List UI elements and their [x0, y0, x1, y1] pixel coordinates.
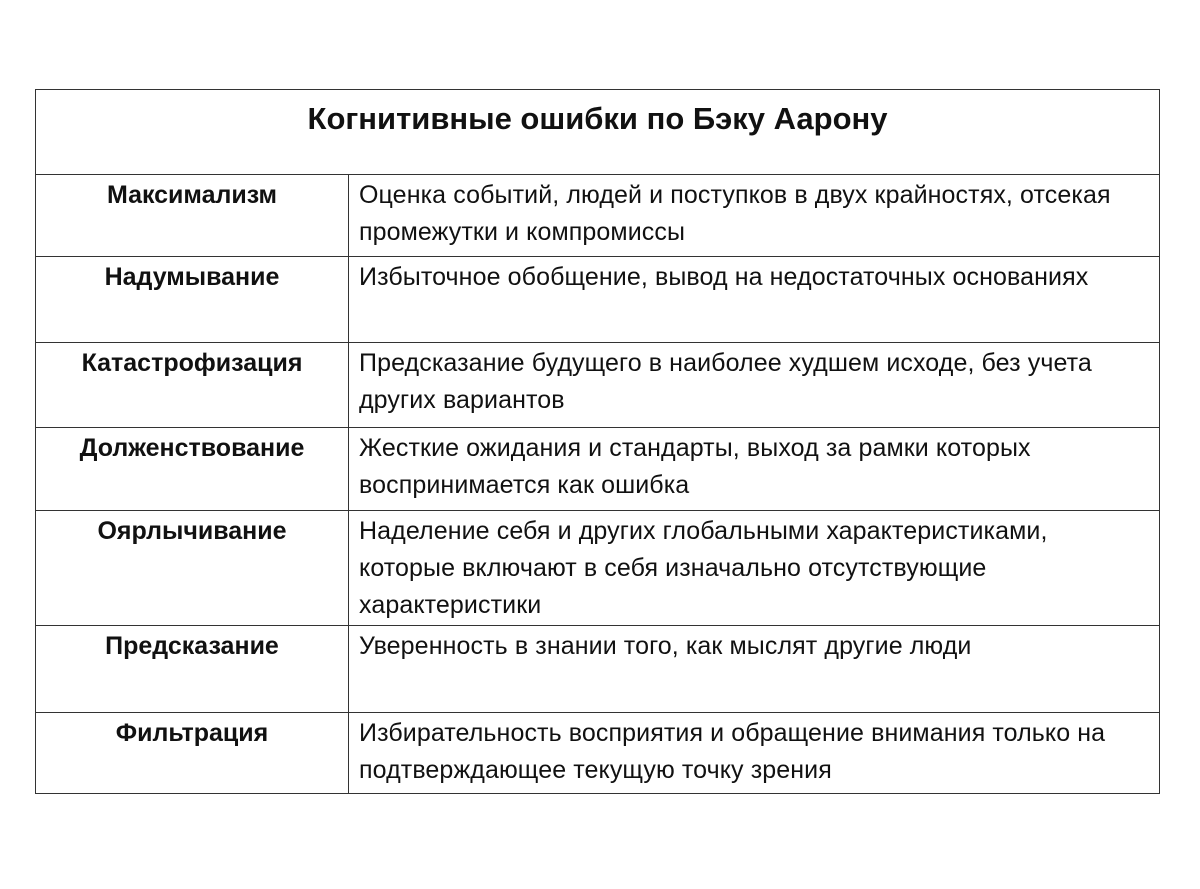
term-cell: Предсказание: [36, 626, 349, 713]
description-cell: Жесткие ожидания и стандарты, выход за рамки которых воспринимается как ошибка: [349, 428, 1160, 511]
description-cell: Оценка событий, людей и поступков в двух крайностях, отсекая промежутки и компромиссы: [349, 175, 1160, 257]
table-header-row: [36, 90, 1160, 175]
description-cell: Уверенность в знании того, как мыслят другие люди: [349, 626, 1160, 713]
description-cell: Наделение себя и других глобальными характеристиками, которые включают в себя изначально отсутствующие характеристики: [349, 511, 1160, 626]
description-cell: Предсказание будущего в наиболее худшем исходе, без учета других вариантов: [349, 343, 1160, 428]
table-row: [36, 626, 1160, 713]
term-cell: Надумывание: [36, 257, 349, 343]
term-cell: Катастрофизация: [36, 343, 349, 428]
description-cell: Избыточное обобщение, вывод на недостаточных основаниях: [349, 257, 1160, 343]
table-row: [36, 428, 1160, 511]
table-row: [36, 713, 1160, 794]
description-cell: Избирательность восприятия и обращение внимания только на подтверждающее текущую точку зрения: [349, 713, 1160, 794]
table-title: Когнитивные ошибки по Бэку Аарону: [307, 101, 888, 136]
table-row: [36, 257, 1160, 343]
term-cell: Долженствование: [36, 428, 349, 511]
term-cell: Фильтрация: [36, 713, 349, 794]
term-cell: Оярлычивание: [36, 511, 349, 626]
term-cell: Максимализм: [36, 175, 349, 257]
table-title-cell: [36, 90, 1160, 175]
cognitive-errors-table: [35, 89, 1160, 794]
table-row: [36, 343, 1160, 428]
table-row: [36, 175, 1160, 257]
table-row: [36, 511, 1160, 626]
